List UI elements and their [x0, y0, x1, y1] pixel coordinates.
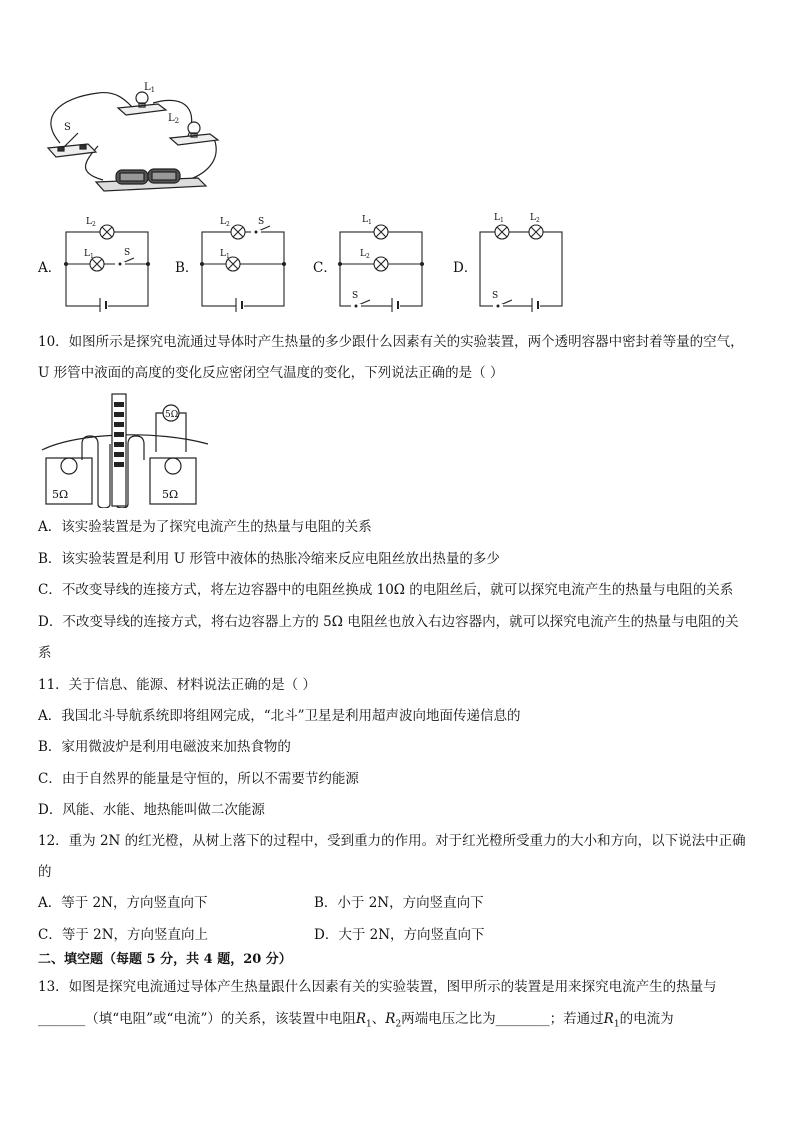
svg-text:L1: $L_1$: [494, 213, 504, 224]
q11-option-b: B．家用微波炉是利用电磁波来加热食物的: [38, 739, 291, 755]
photo-label-l1: $L_1$: [144, 82, 156, 94]
q9-circuit-photo: [38, 78, 228, 203]
q10-option-c: C．不改变导线的连接方式，将左边容器中的电阻丝换成 10Ω 的电阻丝后，就可以探究电流产生的热量与电阻的关系: [38, 582, 734, 598]
svg-text:L2: $L_2$: [530, 213, 540, 224]
svg-text:L2: $L_2$: [360, 249, 370, 260]
q12-option-d: D．大于 2N，方向竖直向下: [314, 927, 485, 943]
q9-option-b-label: B．: [175, 260, 199, 276]
svg-text:L1: $L_1$: [84, 249, 94, 260]
q9-option-a-circuit: [60, 212, 152, 312]
q10-option-b: B．该实验装置是利用 U 形管中液体的热胀冷缩来反应电阻丝放出热量的多少: [38, 551, 500, 567]
q10-option-d-cont: 系: [38, 645, 52, 661]
q10-resistor-top: 5Ω: [165, 410, 179, 420]
q10-apparatus: [38, 392, 213, 508]
q11-option-d: D．风能、水能、地热能叫做二次能源: [38, 802, 265, 818]
q10-resistor-left: 5Ω: [52, 488, 69, 501]
q12-stem-line2: 的: [38, 864, 52, 880]
q12-option-a: A．等于 2N，方向竖直向下: [38, 895, 208, 911]
q10-stem-line2: U 形管中液面的高度的变化反应密闭空气温度的变化，下列说法正确的是（ ）: [38, 365, 504, 381]
section2-title: 二、填空题（每题 5 分，共 4 题，20 分）: [38, 952, 292, 967]
q10-option-d: D．不改变导线的连接方式，将右边容器上方的 5Ω 电阻丝也放入右边容器内，就可以探究电流产生的热量与电阻的关: [38, 614, 739, 630]
photo-label-l2: $L_2$: [168, 113, 180, 125]
svg-text:S: S: [352, 291, 359, 301]
svg-text:S: S: [492, 291, 499, 301]
q13-blank2[interactable]: ________: [495, 1011, 550, 1027]
q10-option-a: A．该实验装置是为了探究电流产生的热量与电阻的关系: [38, 519, 372, 535]
svg-text:L1: $L_1$: [362, 215, 372, 226]
q13-stem-line2: _______（填“电阻”或“电流”）的关系，该装置中电阻$R_1$、$R_2$两端电压之比为________；若通过$R_1$的电流为: [38, 1011, 674, 1030]
q9-option-d-label: D．: [453, 260, 478, 276]
q10-resistor-right: 5Ω: [162, 488, 179, 501]
photo-label-s: S: [64, 122, 71, 133]
q9-option-b-circuit: [196, 212, 288, 312]
svg-text:L2: $L_2$: [220, 217, 230, 228]
svg-text:L1: $L_1$: [220, 249, 230, 260]
q12-option-b: B．小于 2N，方向竖直向下: [314, 895, 484, 911]
q11-option-a: A．我国北斗导航系统即将组网完成，“北斗”卫星是利用超声波向地面传递信息的: [38, 708, 521, 724]
q9-option-c-circuit: [334, 208, 426, 312]
svg-text:S: S: [124, 248, 131, 258]
svg-text:S: S: [258, 217, 265, 227]
svg-text:L2: $L_2$: [86, 217, 96, 228]
q9-option-a-label: A．: [38, 260, 62, 276]
q11-stem: 11．关于信息、能源、材料说法正确的是（ ）: [38, 677, 316, 693]
q13-stem-line1: 13．如图是探究电流通过导体产生热量跟什么因素有关的实验装置，图甲所示的装置是用来探究电流产生的热量与: [38, 979, 717, 995]
q11-option-c: C．由于自然界的能量是守恒的，所以不需要节约能源: [38, 771, 359, 787]
q9-option-d-circuit: [474, 206, 566, 312]
q13-blank1[interactable]: _______: [38, 1011, 86, 1027]
q9-option-c-label: C．: [313, 260, 337, 276]
q10-stem-line1: 10．如图所示是探究电流通过导体时产生热量的多少跟什么因素有关的实验装置，两个透明容器中密封着等量的空气，: [38, 334, 744, 350]
q12-stem-line1: 12．重为 2N 的红光橙，从树上落下的过程中，受到重力的作用。对于红光橙所受重力的大小和方向，以下说法中正确: [38, 833, 746, 849]
q12-option-c: C．等于 2N，方向竖直向上: [38, 927, 209, 943]
